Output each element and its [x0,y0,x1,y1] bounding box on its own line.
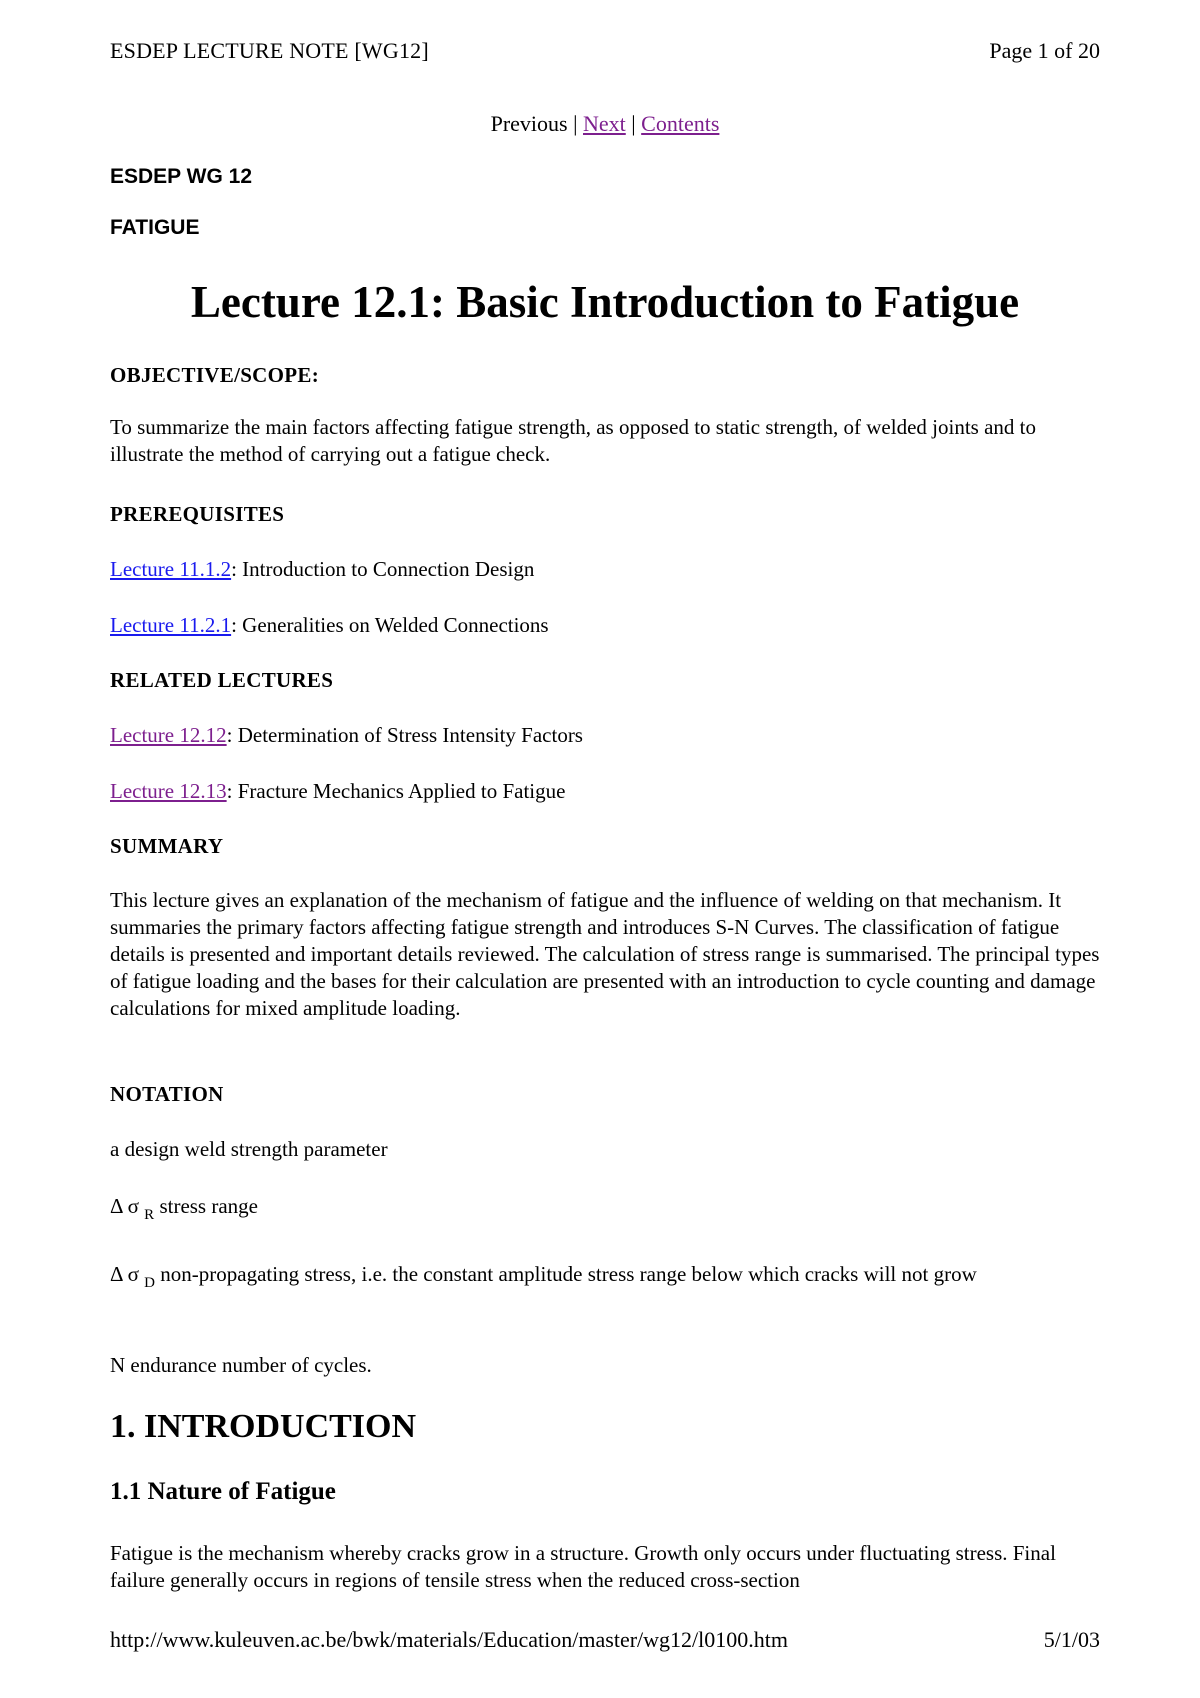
related-lecture-description: : Fracture Mechanics Applied to Fatigue [226,779,566,803]
non-propagating-text: non-propagating stress, i.e. the constant amplitude stress range below which cracks will not grow [155,1262,977,1286]
prerequisite-item [110,557,534,582]
nature-of-fatigue-heading: 1.1 Nature of Fatigue [110,1478,336,1505]
footer-url: http://www.kuleuven.ac.be/bwk/materials/Education/master/wg12/l0100.htm [110,1627,788,1652]
prerequisite-link[interactable]: Lecture 11.1.2 [110,557,232,581]
notation-heading: NOTATION [110,1082,224,1106]
related-lecture-item [110,779,565,804]
lecture-title: Lecture 12.1: Basic Introduction to Fatigue [190,277,1020,327]
nav-separator: | [625,111,642,136]
related-lecture-link[interactable]: Lecture 12.13 [110,779,227,803]
page-header-title: ESDEP LECTURE NOTE [WG12] [110,38,429,63]
notation-item-non-propagating-stress [110,1261,1100,1297]
non-propagating-symbol: Δ σ [110,1262,139,1286]
prerequisite-description: : Generalities on Welded Connections [231,613,549,637]
nav-next-link[interactable]: Next [583,111,626,136]
related-lecture-item [110,723,583,748]
objective-heading: OBJECTIVE/SCOPE: [110,363,320,387]
nav-separator: | [567,111,583,136]
non-propagating-subscript: D [144,1275,156,1291]
notation-item-n: N endurance number of cycles. [110,1353,372,1377]
stress-range-text: stress range [154,1194,258,1218]
working-group-heading: ESDEP WG 12 [110,165,252,188]
page-number: Page 1 of 20 [989,38,1100,63]
related-lectures-heading: RELATED LECTURES [110,668,334,692]
objective-text: To summarize the main factors affecting fatigue strength, as opposed to static strength, of welded joints and to illustrate the method of carrying out a fatigue check. [110,415,1036,466]
related-lecture-description: : Determination of Stress Intensity Factors [226,723,583,747]
prerequisite-item [110,613,549,638]
prerequisites-heading: PREREQUISITES [110,502,285,526]
stress-range-symbol: Δ σ [110,1194,139,1218]
nav-contents-link[interactable]: Contents [641,111,720,136]
navigation-bar [110,111,1100,137]
subject-heading: FATIGUE [110,216,200,239]
introduction-heading: 1. INTRODUCTION [110,1408,417,1445]
prerequisite-description: : Introduction to Connection Design [231,557,535,581]
notation-item-stress-range [110,1194,258,1224]
summary-heading: SUMMARY [110,834,224,858]
summary-text: This lecture gives an explanation of the mechanism of fatigue and the influence of welding on that mechanism. It summaries the primary factors affecting fatigue strength and introduces S-N Curves. The classification of fatigue details is presented and important details reviewed. The calculation of stress range is summarised. The principal types of fatigue loading and the bases for their calculation are presented with an introduction to cycle counting and damage calculations for mixed amplitude loading. [110,888,1100,1020]
prerequisite-link[interactable]: Lecture 11.2.1 [110,613,232,637]
introduction-text: Fatigue is the mechanism whereby cracks grow in a structure. Growth only occurs under fluctuating stress. Final failure generally occurs in regions of tensile stress when the reduced cross-section [110,1541,1056,1592]
stress-range-subscript: R [144,1207,155,1223]
notation-item-a: a design weld strength parameter [110,1137,388,1161]
footer-date: 5/1/03 [1043,1627,1100,1652]
related-lecture-link[interactable]: Lecture 12.12 [110,723,227,747]
nav-previous: Previous [490,111,568,136]
